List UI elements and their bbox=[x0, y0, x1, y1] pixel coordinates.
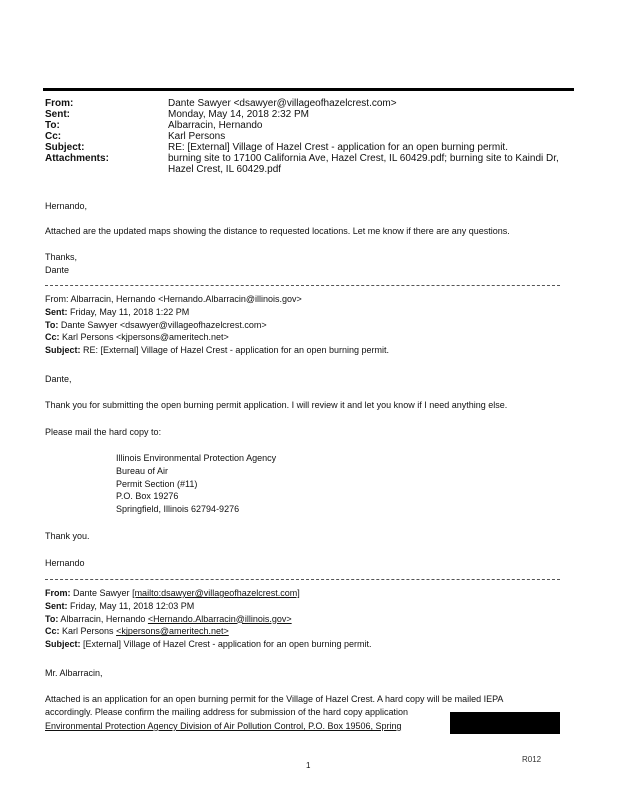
msg1-thanks: Thanks, bbox=[45, 252, 78, 262]
header-subject-row bbox=[45, 142, 568, 153]
header-to-value: Albarracin, Hernando bbox=[168, 120, 263, 131]
header-attachments-value: burning site to 17100 California Ave, Hazel Crest, IL 60429.pdf; burning site to Kaindi Dr, Hazel Crest, IL 60429.pdf bbox=[168, 153, 559, 175]
msg3-to-value: Albarracin, Hernando bbox=[60, 613, 146, 624]
header-sent-label: Sent: bbox=[45, 109, 70, 120]
bates-number: R012 bbox=[522, 755, 542, 764]
header-to-row bbox=[45, 120, 568, 131]
msg2-from-value: Albarracin, Hernando <Hernando.Albarracin@illinois.gov> bbox=[70, 294, 302, 304]
msg3-subject-label: Subject: bbox=[45, 639, 81, 650]
msg1-signature: Dante bbox=[45, 265, 70, 275]
msg3-sent-value: Friday, May 11, 2018 12:03 PM bbox=[70, 600, 195, 611]
msg2-cc-row bbox=[45, 331, 389, 344]
header-rule bbox=[43, 88, 574, 91]
msg3-from-value: Dante Sawyer bbox=[73, 588, 130, 598]
msg2-greeting: Dante, bbox=[45, 374, 72, 384]
msg2-to-row bbox=[45, 319, 389, 332]
msg3-from-row bbox=[45, 587, 372, 600]
msg3-header bbox=[45, 587, 372, 651]
msg2-signature: Hernando bbox=[45, 558, 85, 568]
msg2-sent-row bbox=[45, 306, 389, 319]
msg2-subject-value: RE: [External] Village of Hazel Crest - application for an open burning permit. bbox=[83, 345, 390, 356]
msg2-sent-label: Sent: bbox=[45, 306, 68, 317]
separator-2 bbox=[45, 579, 560, 580]
msg3-to-link[interactable]: <Hernando.Albarracin@illinois.gov> bbox=[147, 613, 292, 624]
msg3-cc-link[interactable]: <kjpersons@ameritech.net> bbox=[116, 626, 229, 637]
address-line: Springfield, Illinois 62794-9276 bbox=[116, 504, 240, 515]
header-from-value: Dante Sawyer <dsawyer@villageofhazelcrest.com> bbox=[168, 98, 397, 109]
msg2-subject-label: Subject: bbox=[45, 345, 81, 356]
msg3-body-line2: accordingly. Please confirm the mailing address for submission of the hard copy application bbox=[45, 707, 409, 717]
header-to-label: To: bbox=[45, 120, 60, 131]
address-line: Bureau of Air bbox=[116, 465, 169, 476]
msg3-from-link[interactable]: [mailto:dsawyer@villageofhazelcrest.com] bbox=[132, 588, 300, 598]
msg3-subject-row bbox=[45, 638, 372, 651]
mailing-address bbox=[116, 452, 276, 516]
msg3-subject-value: [External] Village of Hazel Crest - application for an open burning permit. bbox=[83, 639, 372, 650]
msg3-body-line3: Environmental Protection Agency Division of Air Pollution Control, P.O. Box 19506, Spring bbox=[45, 721, 402, 731]
msg3-body-line1: Attached is an application for an open burning permit for the Village of Hazel Crest. A hard copy will be mailed IEPA bbox=[45, 694, 504, 704]
msg3-greeting: Mr. Albarracin, bbox=[45, 668, 103, 678]
page-number: 1 bbox=[306, 761, 311, 770]
header-from-label: From: bbox=[45, 98, 74, 109]
address-line: Illinois Environmental Protection Agency bbox=[116, 453, 277, 463]
msg2-from-label: From: bbox=[45, 294, 69, 304]
msg2-mail-line: Please mail the hard copy to: bbox=[45, 427, 162, 437]
header-cc-row bbox=[45, 131, 568, 142]
header-cc-label: Cc: bbox=[45, 131, 62, 142]
address-line: P.O. Box 19276 bbox=[116, 491, 179, 502]
msg3-sent-label: Sent: bbox=[45, 600, 68, 611]
msg1-greeting: Hernando, bbox=[45, 201, 88, 211]
msg3-from-label: From: bbox=[45, 588, 71, 598]
address-line: Permit Section (#11) bbox=[116, 478, 198, 489]
msg3-to-label: To: bbox=[45, 613, 59, 624]
msg3-sent-row bbox=[45, 600, 372, 613]
msg2-sent-value: Friday, May 11, 2018 1:22 PM bbox=[70, 306, 190, 317]
msg3-to-row bbox=[45, 613, 372, 626]
header-cc-value: Karl Persons bbox=[168, 131, 226, 142]
msg2-header bbox=[45, 293, 389, 357]
header-subject-value: RE: [External] Village of Hazel Crest - application for an open burning permit. bbox=[168, 142, 508, 153]
msg2-thanks: Thank you. bbox=[45, 531, 90, 541]
msg3-cc-row bbox=[45, 625, 372, 638]
email-header bbox=[45, 98, 568, 175]
msg1-body: Attached are the updated maps showing the distance to requested locations. Let me know if there are any questions. bbox=[45, 226, 510, 236]
header-sent-value: Monday, May 14, 2018 2:32 PM bbox=[168, 109, 310, 120]
header-attachments-row bbox=[45, 153, 568, 175]
msg2-cc-label: Cc: bbox=[45, 332, 60, 343]
header-attachments-label: Attachments: bbox=[45, 153, 109, 164]
header-from-row bbox=[45, 98, 568, 109]
msg2-cc-value: Karl Persons <kjpersons@ameritech.net> bbox=[62, 332, 229, 343]
msg3-cc-label: Cc: bbox=[45, 626, 60, 637]
msg2-to-value: Dante Sawyer <dsawyer@villageofhazelcrest.com> bbox=[60, 319, 267, 330]
msg2-to-label: To: bbox=[45, 319, 59, 330]
header-subject-label: Subject: bbox=[45, 142, 85, 153]
separator-1 bbox=[45, 285, 560, 286]
msg2-from-row bbox=[45, 293, 389, 306]
header-sent-row bbox=[45, 109, 568, 120]
msg3-cc-value: Karl Persons bbox=[62, 626, 114, 637]
redaction-box bbox=[450, 712, 560, 734]
msg2-body: Thank you for submitting the open burning permit application. I will review it and let you know if I need anything else. bbox=[45, 400, 508, 410]
msg2-subject-row bbox=[45, 344, 389, 357]
